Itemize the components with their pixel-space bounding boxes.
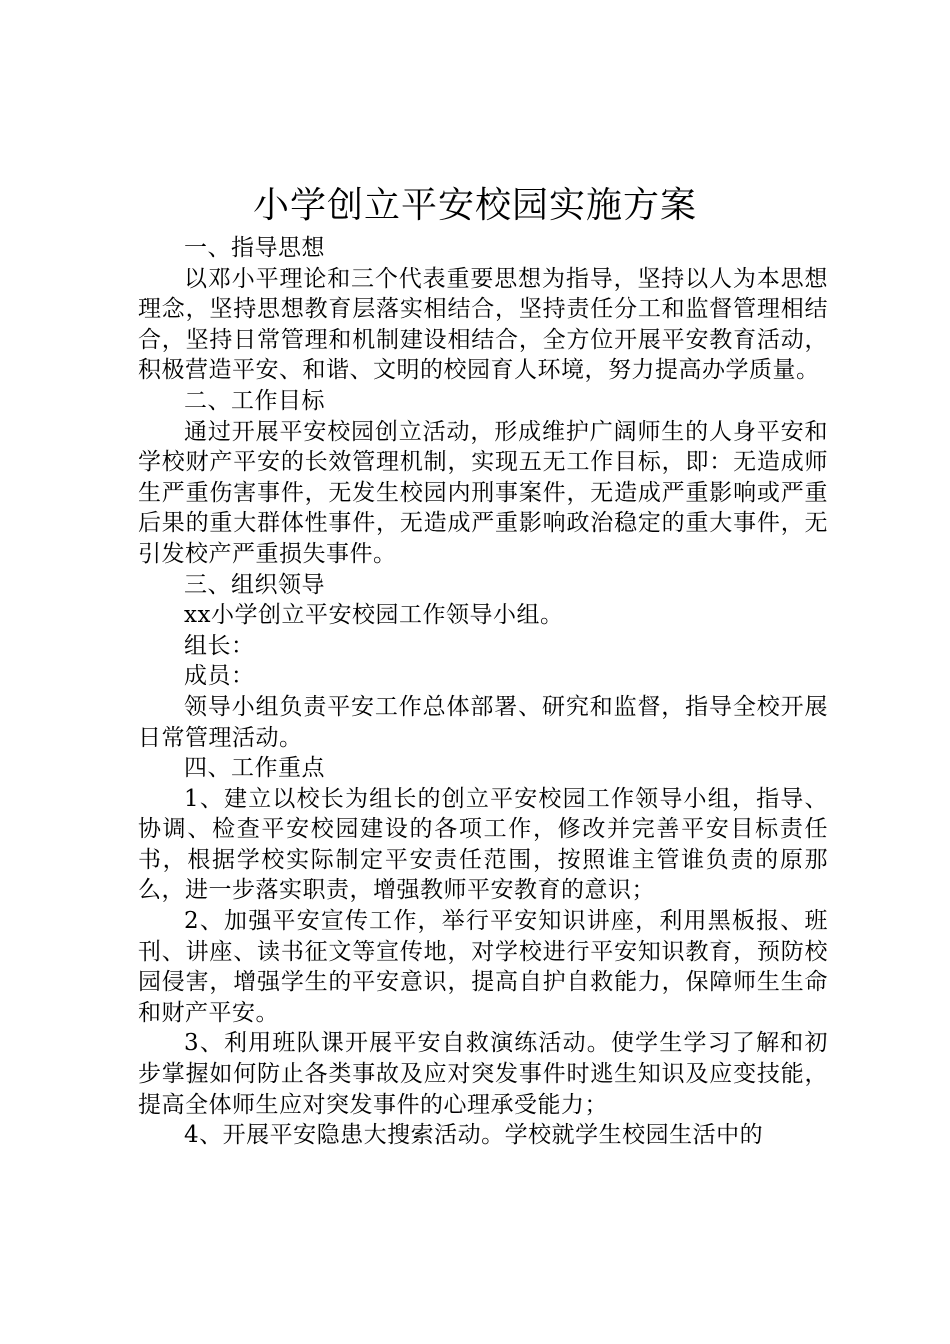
paragraph: xx小学创立平安校园工作领导小组。 [184,602,564,629]
section-heading: 三、组织领导 [184,571,325,598]
list-item: 1、建立以校长为组长的创立平安校园工作领导小组，指导、协调、检查平安校园建设的各项工作，修改并完善平安目标责任书，根据学校实际制定平安责任范围，按照谁主管谁负责的原那么，进一步落实职责，增强教师平安教育的意识； [138,785,828,904]
section-heading: 二、工作目标 [184,387,325,414]
list-item: 3、利用班队课开展平安自救演练活动。使学生学习了解和初步掌握如何防止各类事故及应对突发事件时逃生知识及应变技能，提高全体师生应对突发事件的心理承受能力； [138,1030,828,1118]
paragraph: 组长： [184,632,255,659]
list-item: 4、开展平安隐患大搜索活动。学校就学生校园生活中的 [184,1122,764,1149]
paragraph: 领导小组负责平安工作总体部署、研究和监督，指导全校开展日常管理活动。 [138,693,828,751]
paragraph: 以邓小平理论和三个代表重要思想为指导，坚持以人为本思想理念，坚持思想教育层落实相结合，坚持责任分工和监督管理相结合，坚持日常管理和机制建设相结合，全方位开展平安教育活动，积极营造平安、和谐、文明的校园育人环境，努力提高办学质量。 [138,265,828,384]
paragraph: 通过开展平安校园创立活动，形成维护广阔师生的人身平安和学校财产平安的长效管理机制，实现五无工作目标，即：无造成师生严重伤害事件，无发生校园内刑事案件，无造成严重影响或严重后果的重大群体性事件，无造成严重影响政治稳定的重大事件，无引发校产严重损失事件。 [138,418,828,567]
list-item: 2、加强平安宣传工作，举行平安知识讲座，利用黑板报、班刊、讲座、读书征文等宣传地，对学校进行平安知识教育，预防校园侵害，增强学生的平安意识，提高自护自救能力，保障师生生命和财产平安。 [138,908,828,1026]
document-title: 小学创立平安校园实施方案 [252,185,697,226]
section-heading: 四、工作重点 [184,755,325,782]
document-body [138,233,828,1151]
section-heading: 一、指导思想 [184,235,325,261]
paragraph: 成员： [184,663,255,690]
